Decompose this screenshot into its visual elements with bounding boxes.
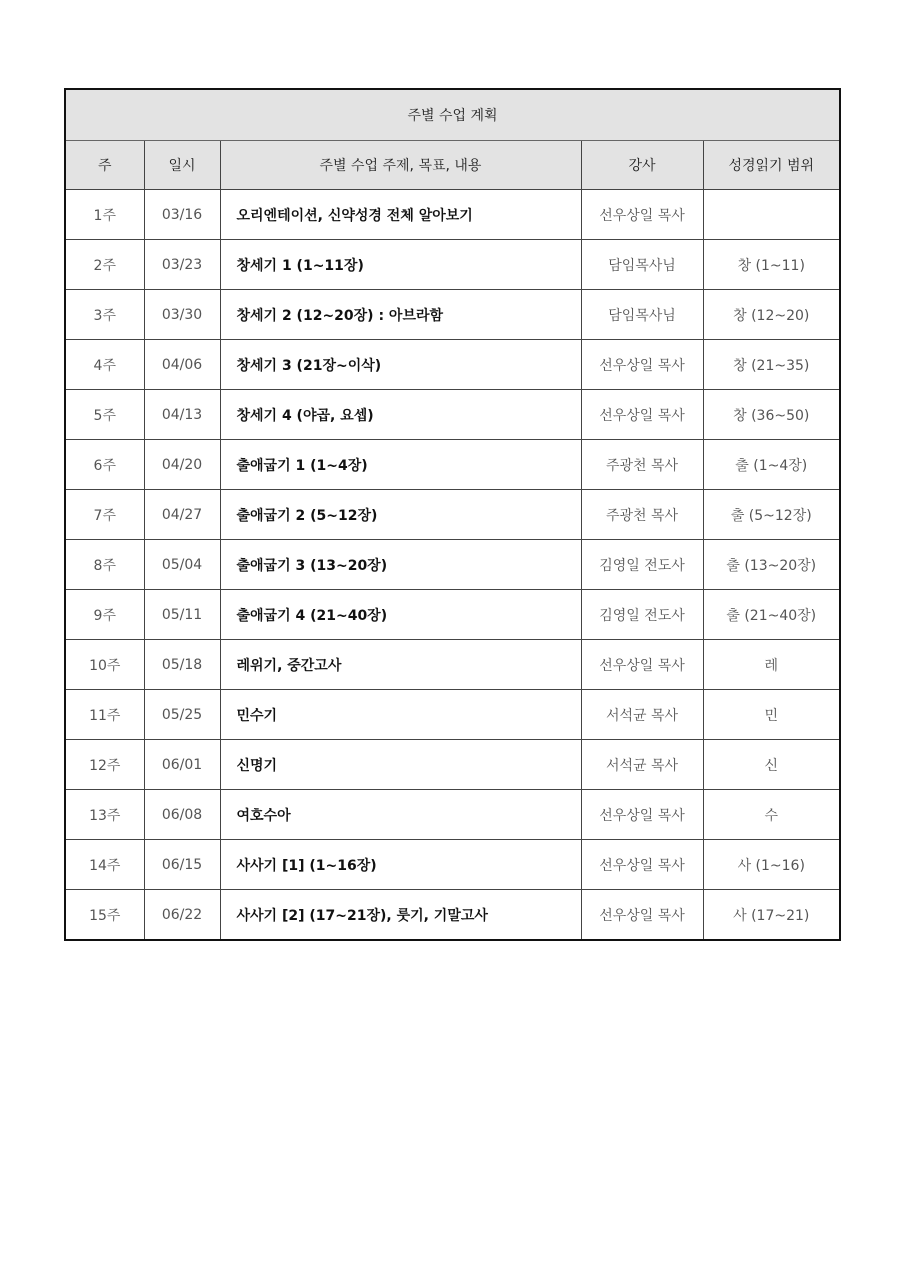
teacher-cell: 선우상일 목사: [581, 340, 703, 390]
date-cell: 06/22: [144, 890, 220, 941]
topic-cell: 신명기: [220, 740, 581, 790]
reading-range-cell: 출 (21~40장): [703, 590, 840, 640]
topic-cell: 출애굽기 1 (1~4장): [220, 440, 581, 490]
header-topic: 주별 수업 주제, 목표, 내용: [220, 141, 581, 190]
date-cell: 06/08: [144, 790, 220, 840]
date-cell: 04/06: [144, 340, 220, 390]
reading-range-cell: 수: [703, 790, 840, 840]
week-cell: 7주: [65, 490, 144, 540]
date-cell: 06/15: [144, 840, 220, 890]
date-cell: 05/18: [144, 640, 220, 690]
table-row: [65, 290, 840, 340]
reading-range-cell: 창 (36~50): [703, 390, 840, 440]
topic-cell: 창세기 2 (12~20장) : 아브라함: [220, 290, 581, 340]
date-cell: 04/20: [144, 440, 220, 490]
header-date: 일시: [144, 141, 220, 190]
topic-cell: 사사기 [1] (1~16장): [220, 840, 581, 890]
week-cell: 15주: [65, 890, 144, 941]
date-cell: 03/30: [144, 290, 220, 340]
teacher-cell: 서석균 목사: [581, 740, 703, 790]
table-row: [65, 340, 840, 390]
header-teacher: 강사: [581, 141, 703, 190]
teacher-cell: 선우상일 목사: [581, 890, 703, 941]
week-cell: 14주: [65, 840, 144, 890]
date-cell: 06/01: [144, 740, 220, 790]
weekly-class-plan-table: [64, 88, 841, 941]
week-cell: 13주: [65, 790, 144, 840]
reading-range-cell: 출 (1~4장): [703, 440, 840, 490]
table-row: [65, 190, 840, 240]
reading-range-cell: 사 (1~16): [703, 840, 840, 890]
topic-cell: 창세기 4 (야곱, 요셉): [220, 390, 581, 440]
week-cell: 9주: [65, 590, 144, 640]
date-cell: 04/27: [144, 490, 220, 540]
week-cell: 1주: [65, 190, 144, 240]
reading-range-cell: 사 (17~21): [703, 890, 840, 941]
topic-cell: 출애굽기 4 (21~40장): [220, 590, 581, 640]
date-cell: 03/23: [144, 240, 220, 290]
topic-cell: 사사기 [2] (17~21장), 룻기, 기말고사: [220, 890, 581, 941]
table-row: [65, 490, 840, 540]
topic-cell: 레위기, 중간고사: [220, 640, 581, 690]
topic-cell: 출애굽기 3 (13~20장): [220, 540, 581, 590]
teacher-cell: 선우상일 목사: [581, 790, 703, 840]
reading-range-cell: 창 (1~11): [703, 240, 840, 290]
reading-range-cell: 창 (12~20): [703, 290, 840, 340]
reading-range-cell: 레: [703, 640, 840, 690]
date-cell: 05/04: [144, 540, 220, 590]
header-week: 주: [65, 141, 144, 190]
teacher-cell: 담임목사님: [581, 290, 703, 340]
topic-cell: 출애굽기 2 (5~12장): [220, 490, 581, 540]
reading-range-cell: [703, 190, 840, 240]
week-cell: 3주: [65, 290, 144, 340]
reading-range-cell: 민: [703, 690, 840, 740]
week-cell: 2주: [65, 240, 144, 290]
topic-cell: 오리엔테이션, 신약성경 전체 알아보기: [220, 190, 581, 240]
week-cell: 8주: [65, 540, 144, 590]
topic-cell: 창세기 1 (1~11장): [220, 240, 581, 290]
table-row: [65, 640, 840, 690]
week-cell: 4주: [65, 340, 144, 390]
teacher-cell: 김영일 전도사: [581, 590, 703, 640]
table-title-row: [65, 89, 840, 141]
week-cell: 11주: [65, 690, 144, 740]
table-row: [65, 540, 840, 590]
reading-range-cell: 창 (21~35): [703, 340, 840, 390]
table-row: [65, 440, 840, 490]
topic-cell: 민수기: [220, 690, 581, 740]
date-cell: 03/16: [144, 190, 220, 240]
teacher-cell: 선우상일 목사: [581, 390, 703, 440]
teacher-cell: 주광천 목사: [581, 490, 703, 540]
date-cell: 05/25: [144, 690, 220, 740]
week-cell: 10주: [65, 640, 144, 690]
teacher-cell: 선우상일 목사: [581, 190, 703, 240]
reading-range-cell: 출 (5~12장): [703, 490, 840, 540]
week-cell: 5주: [65, 390, 144, 440]
teacher-cell: 김영일 전도사: [581, 540, 703, 590]
teacher-cell: 서석균 목사: [581, 690, 703, 740]
topic-cell: 창세기 3 (21장~이삭): [220, 340, 581, 390]
teacher-cell: 선우상일 목사: [581, 840, 703, 890]
teacher-cell: 담임목사님: [581, 240, 703, 290]
week-cell: 12주: [65, 740, 144, 790]
table-row: [65, 390, 840, 440]
table-title: 주별 수업 계획: [65, 89, 840, 141]
teacher-cell: 선우상일 목사: [581, 640, 703, 690]
teacher-cell: 주광천 목사: [581, 440, 703, 490]
table-row: [65, 740, 840, 790]
date-cell: 05/11: [144, 590, 220, 640]
table-row: [65, 690, 840, 740]
table-row: [65, 590, 840, 640]
reading-range-cell: 신: [703, 740, 840, 790]
date-cell: 04/13: [144, 390, 220, 440]
topic-cell: 여호수아: [220, 790, 581, 840]
header-reading-range: 성경읽기 범위: [703, 141, 840, 190]
table-row: [65, 890, 840, 941]
table-row: [65, 790, 840, 840]
table-row: [65, 840, 840, 890]
table-row: [65, 240, 840, 290]
week-cell: 6주: [65, 440, 144, 490]
reading-range-cell: 출 (13~20장): [703, 540, 840, 590]
table-header-row: [65, 141, 840, 190]
